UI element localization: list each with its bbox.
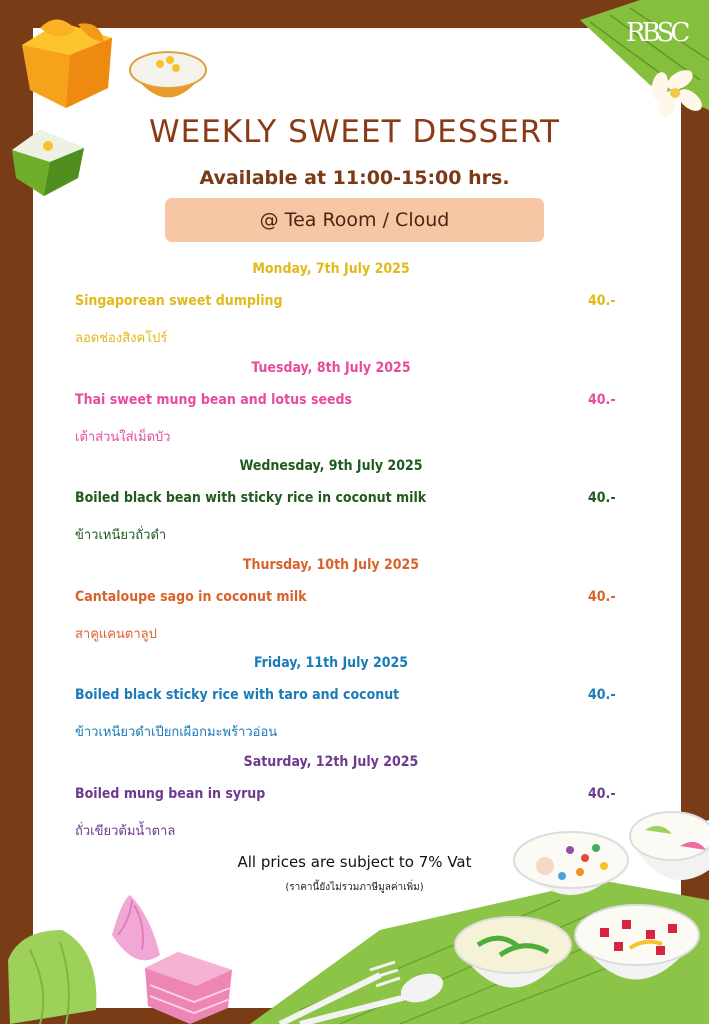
dessert-price: 40.- xyxy=(588,786,616,802)
dessert-name-thai: เต้าส่วนใส่เม็ดบัว xyxy=(75,429,171,445)
green-dumpling xyxy=(8,930,96,1024)
dessert-name: Singaporean sweet dumpling xyxy=(75,293,283,309)
logo-text: RBSC xyxy=(626,18,687,48)
day-heading: Thursday, 10th July 2025 xyxy=(242,556,420,573)
availability-hours: Available at 11:00-15:00 hrs. xyxy=(199,167,510,189)
day-heading: Tuesday, 8th July 2025 xyxy=(251,359,411,376)
dessert-price: 40.- xyxy=(588,588,616,605)
vat-note-thai: (ราคานี้ยังไม่รวมภาษีมูลค่าเพิ่ม) xyxy=(285,882,424,893)
dessert-price: 40.- xyxy=(588,490,616,507)
dessert-name-thai: ข้าวเหนียวถั่วดำ xyxy=(75,528,167,544)
orange-dessert-illustration xyxy=(22,19,112,108)
vat-note: All prices are subject to 7% Vat xyxy=(237,853,472,871)
day-heading: Wednesday, 9th July 2025 xyxy=(239,458,423,475)
dessert-name-thai: ถั่วเขียวต้มน้ำตาล xyxy=(75,824,176,839)
rbsc-logo xyxy=(626,18,686,48)
dessert-name: Thai sweet mung bean and lotus seeds xyxy=(75,391,353,408)
dessert-price: 40.- xyxy=(588,293,616,309)
dessert-name: Boiled black sticky rice with taro and coconut xyxy=(75,687,400,704)
layered-pink-cake xyxy=(145,952,232,1024)
dessert-price: 40.- xyxy=(588,391,616,408)
dessert-price: 40.- xyxy=(588,687,616,704)
location-badge: @ Tea Room / Cloud xyxy=(165,198,544,242)
dessert-name: Cantaloupe sago in coconut milk xyxy=(75,588,307,605)
day-heading: Friday, 11th July 2025 xyxy=(253,655,409,672)
pink-dumpling xyxy=(112,895,160,960)
dessert-name: Boiled mung bean in syrup xyxy=(75,786,266,802)
dessert-name: Boiled black bean with sticky rice in coconut milk xyxy=(75,490,427,507)
day-heading: Saturday, 12th July 2025 xyxy=(243,754,419,770)
dessert-name-thai: สาคูแคนตาลูป xyxy=(75,626,157,642)
coconut-pudding-bowl xyxy=(130,52,206,98)
dessert-name-thai: ข้าวเหนียวดำเปียกเผือกมะพร้าวอ่อน xyxy=(75,725,278,741)
day-heading: Monday, 7th July 2025 xyxy=(252,261,410,277)
menu-title: WEEKLY SWEET DESSERT xyxy=(148,114,560,150)
dessert-name-thai: ลอดช่องสิงคโปร์ xyxy=(75,331,168,346)
